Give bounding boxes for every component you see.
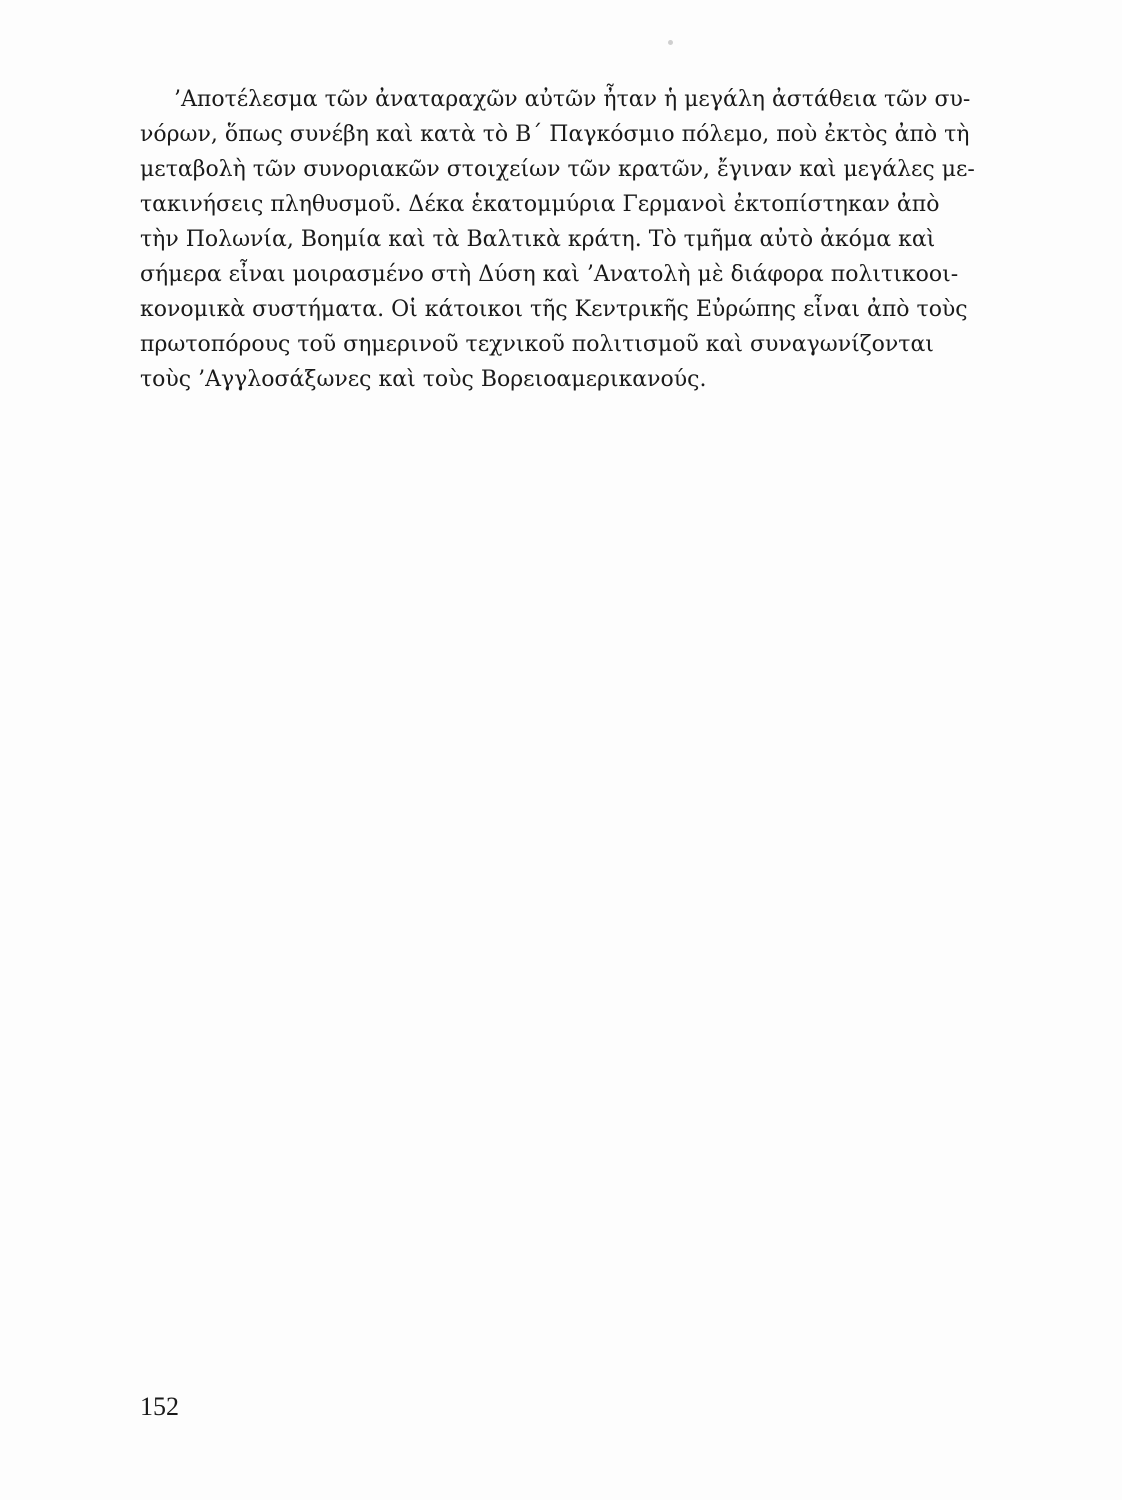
paragraph-line-5: τὴν Πολωνία, Βοημία καὶ τὰ Βαλτικὰ κράτη. Τὸ τμῆμα αὐτὸ ἀκόμα καὶ [140,227,936,252]
paragraph-line-9: τοὺς ’Αγγλοσάξωνες καὶ τοὺς Βορειοαμερικανούς. [140,367,707,392]
scan-speck [668,40,673,45]
page-number: 152 [140,1392,179,1421]
paragraph-line-4: τακινήσεις πληθυσμοῦ. Δέκα ἑκατομμύρια Γερμανοὶ ἐκτοπίστηκαν ἀπὸ [140,192,940,217]
paragraph-line-3: μεταβολὴ τῶν συνοριακῶν στοιχείων τῶν κρατῶν, ἔγιναν καὶ μεγάλες με- [140,157,975,182]
paragraph-line-2: νόρων, ὅπως συνέβη καὶ κατὰ τὸ Β΄ Παγκόσμιο πόλεμο, ποὺ ἐκτὸς ἀπὸ τὴ [140,122,970,147]
paragraph-line-8: πρωτοπόρους τοῦ σημερινοῦ τεχνικοῦ πολιτισμοῦ καὶ συναγωνίζονται [140,332,934,357]
paragraph-line-6: σήμερα εἶναι μοιρασμένο στὴ Δύση καὶ ’Ανατολὴ μὲ διάφορα πολιτικοοι- [140,262,959,287]
paragraph-line-7: κονομικὰ συστήματα. Οἱ κάτοικοι τῆς Κεντρικῆς Εὐρώπης εἶναι ἀπὸ τοὺς [140,297,968,322]
paragraph-line-1: ’Αποτέλεσμα τῶν ἀναταραχῶν αὐτῶν ἦταν ἡ μεγάλη ἀστάθεια τῶν συ- [174,87,971,112]
body-paragraph [140,82,975,397]
